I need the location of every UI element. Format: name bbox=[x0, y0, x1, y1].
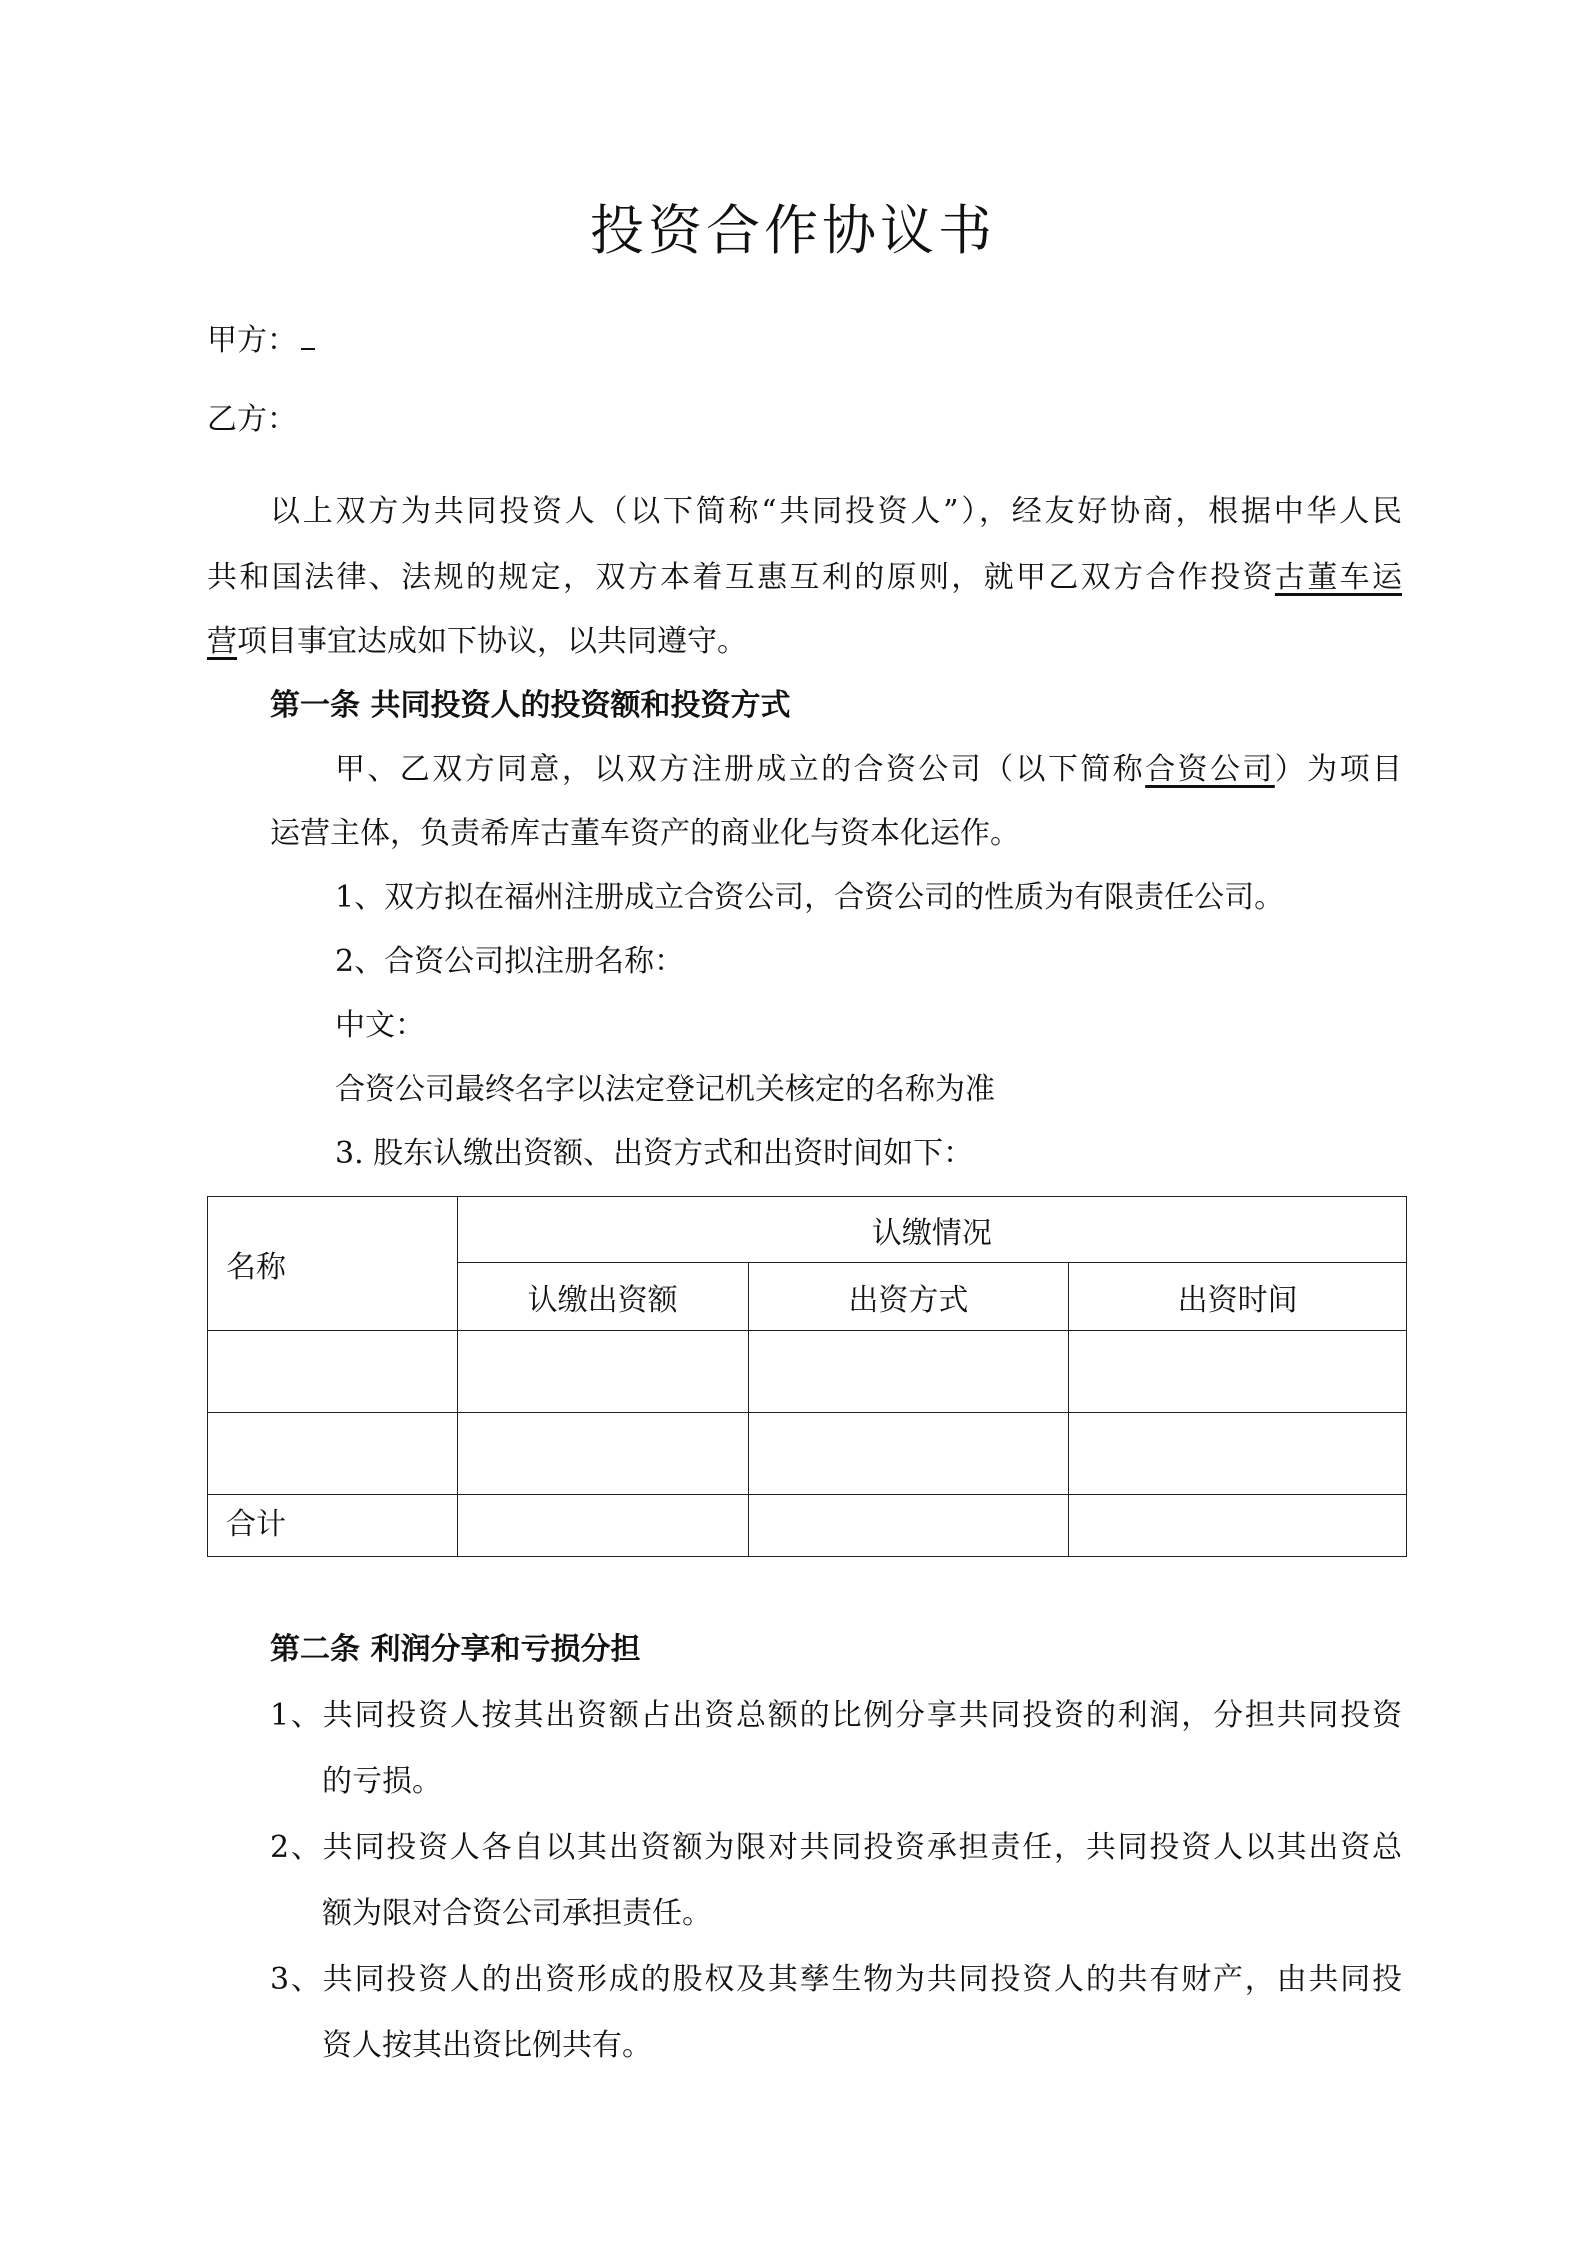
article-2-item-3-line-1: 3、共同投资人的出资形成的股权及其孳生物为共同投资人的共有财产，由共同投 bbox=[270, 1962, 1402, 1997]
table-cell bbox=[457, 1413, 748, 1495]
contribution-table bbox=[207, 1196, 1407, 1557]
intro-line-2 bbox=[207, 556, 1402, 600]
document-title: 投资合作协议书 bbox=[590, 199, 996, 262]
party-a-blank bbox=[301, 318, 315, 350]
table-cell bbox=[748, 1495, 1069, 1557]
project-name-underline: 古董车运 bbox=[1274, 560, 1403, 595]
table-cell bbox=[1069, 1413, 1407, 1495]
article-1-heading: 第一条 共同投资人的投资额和投资方式 bbox=[270, 688, 791, 723]
intro-line-1: 以上双方为共同投资人（以下简称“共同投资人”），经友好协商，根据中华人民 bbox=[270, 494, 1402, 529]
intro-line-2-text: 共和国法律、法规的规定，双方本着互惠互利的原则，就甲乙双方合作投资 bbox=[207, 560, 1275, 595]
col-name-header: 名称 bbox=[208, 1197, 458, 1331]
table-cell bbox=[208, 1413, 458, 1495]
table-cell bbox=[457, 1495, 748, 1557]
article-2-heading: 第二条 利润分享和亏损分担 bbox=[270, 1632, 641, 1667]
jv-company-underline: 合资公司 bbox=[1145, 752, 1275, 787]
intro-line-3 bbox=[207, 620, 747, 664]
party-b-label: 乙方： bbox=[207, 402, 297, 437]
article-2-item-3-line-2: 资人按其出资比例共有。 bbox=[322, 2028, 652, 2063]
table-cell bbox=[457, 1331, 748, 1413]
col-subscribed-amount: 认缴出资额 bbox=[457, 1263, 748, 1331]
subscription-group-header: 认缴情况 bbox=[457, 1197, 1406, 1263]
article-1-p1-line-2: 运营主体，负责希库古董车资产的商业化与资本化运作。 bbox=[270, 816, 1020, 851]
total-label: 合计 bbox=[208, 1495, 458, 1557]
table-row bbox=[208, 1413, 1407, 1495]
table-cell bbox=[1069, 1331, 1407, 1413]
col-contribution-time: 出资时间 bbox=[1069, 1263, 1407, 1331]
table-row-total bbox=[208, 1495, 1407, 1557]
article-2-item-1-line-1: 1、共同投资人按其出资额占出资总额的比例分享共同投资的利润，分担共同投资 bbox=[270, 1698, 1402, 1733]
table-cell bbox=[1069, 1495, 1407, 1557]
article-1-item-2-chinese: 中文： bbox=[335, 1008, 425, 1043]
article-2-item-2-line-1: 2、共同投资人各自以其出资额为限对共同投资承担责任，共同投资人以其出资总 bbox=[270, 1830, 1402, 1865]
party-a-line bbox=[207, 318, 315, 363]
article-1-p1-text: 甲、乙双方同意，以双方注册成立的合资公司（以下简称 bbox=[335, 752, 1146, 787]
article-1-item-2: 2、合资公司拟注册名称： bbox=[335, 944, 685, 979]
table-cell bbox=[208, 1331, 458, 1413]
party-a-label: 甲方： bbox=[207, 323, 297, 358]
article-1-item-1: 1、双方拟在福州注册成立合资公司，合资公司的性质为有限责任公司。 bbox=[335, 880, 1285, 915]
table-cell bbox=[748, 1331, 1069, 1413]
article-1-p1-suffix: ）为项目 bbox=[1274, 752, 1402, 787]
table-cell bbox=[748, 1413, 1069, 1495]
project-name-underline-cont: 营 bbox=[207, 624, 237, 659]
article-2-item-1-line-2: 的亏损。 bbox=[322, 1764, 442, 1799]
article-2-item-2-line-2: 额为限对合资公司承担责任。 bbox=[322, 1896, 712, 1931]
article-1-p1-line-1 bbox=[335, 748, 1402, 792]
intro-line-3-text: 项目事宜达成如下协议，以共同遵守。 bbox=[237, 624, 747, 659]
article-1-item-2-note: 合资公司最终名字以法定登记机关核定的名称为准 bbox=[335, 1072, 995, 1107]
table-row bbox=[208, 1331, 1407, 1413]
article-1-item-3: 3. 股东认缴出资额、出资方式和出资时间如下： bbox=[335, 1136, 974, 1171]
col-contribution-method: 出资方式 bbox=[748, 1263, 1069, 1331]
